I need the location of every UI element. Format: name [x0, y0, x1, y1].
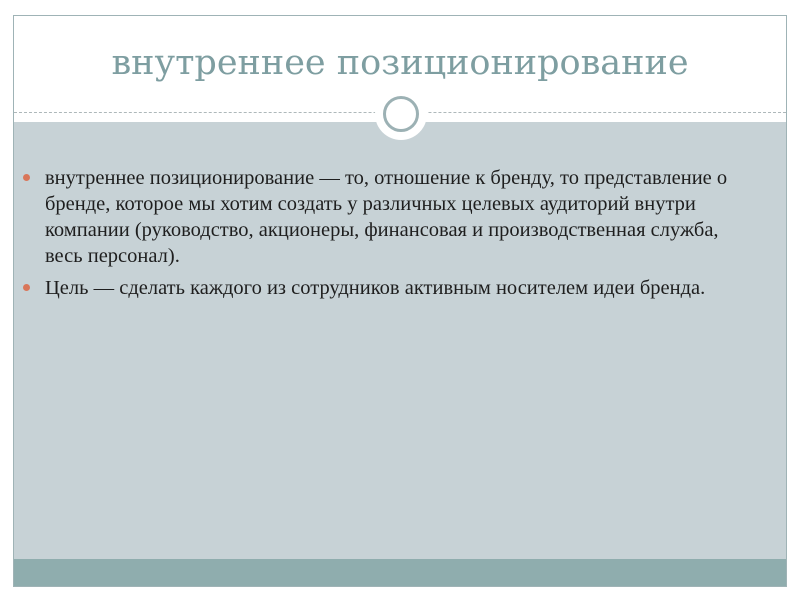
bullet-text: внутреннее позиционирование — то, отношение к бренду, то представление о бренде, которое мы хотим создать у различных целевых аудиторий внутри компании (руководство, акционеры, финансовая и производственная служба, весь персонал). — [45, 167, 728, 267]
bullet-list — [22, 165, 757, 307]
bullet-item — [22, 275, 757, 301]
bullet-item — [22, 165, 757, 269]
bullet-dot-icon — [23, 174, 30, 181]
footer-band — [14, 559, 786, 587]
bullet-text: Цель — сделать каждого из сотрудников активным носителем идеи бренда. — [45, 277, 706, 299]
bullet-dot-icon — [23, 284, 30, 291]
slide-title: внутреннее позиционирование — [111, 43, 689, 83]
ornament-ring — [383, 96, 419, 132]
circle-ornament-icon — [375, 88, 427, 140]
